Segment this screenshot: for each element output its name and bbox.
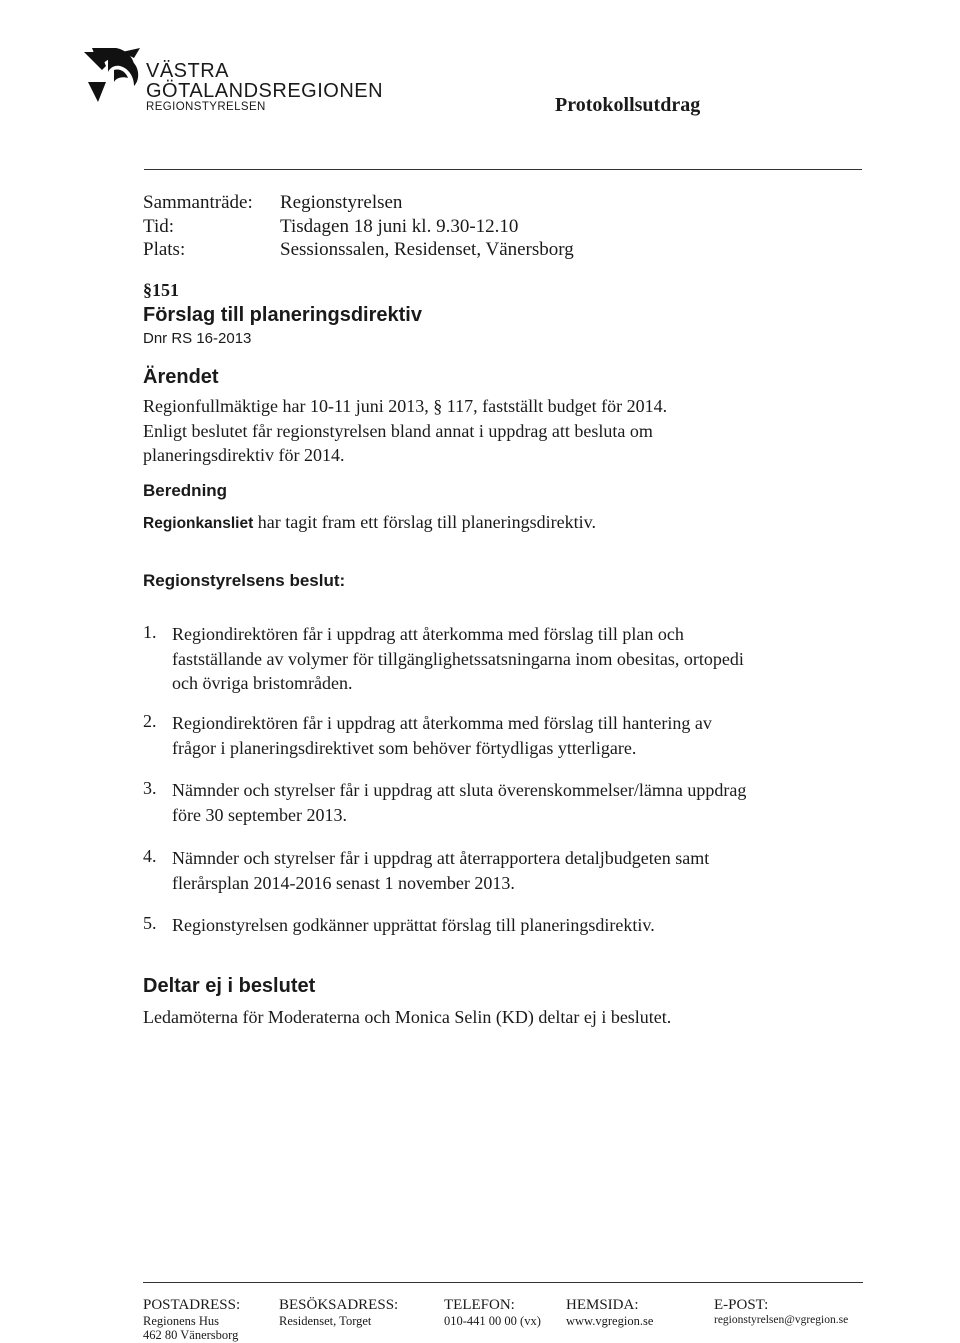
beredning-text	[143, 510, 763, 537]
arendet-line: Enligt beslutet får regionstyrelsen bland annat i uppdrag att besluta om	[143, 420, 653, 441]
document-type: Protokollsutdrag	[555, 94, 701, 116]
decision-text: Regionstyrelsen godkänner upprättat förslag till planeringsdirektiv.	[172, 915, 655, 935]
decision-number: 2.	[143, 711, 157, 731]
decision-number: 4.	[143, 846, 157, 866]
beredning-rest: har tagit fram ett förslag till planeringsdirektiv.	[253, 512, 596, 532]
vgr-logo-icon	[82, 46, 144, 102]
org-name-line3: REGIONSTYRELSEN	[146, 101, 266, 113]
section-heading-beslut: Regionstyrelsens beslut:	[143, 571, 346, 590]
footer-epost-label: E-POST:	[714, 1297, 769, 1313]
org-name-line1: VÄSTRA	[146, 60, 230, 82]
time-value: Tisdagen 18 juni kl. 9.30-12.10	[280, 216, 519, 237]
footer-postadress-label: POSTADRESS:	[143, 1297, 241, 1313]
footer-telefon-value: 010-441 00 00 (vx)	[444, 1314, 541, 1328]
meeting-value: Regionstyrelsen	[280, 192, 403, 213]
footer-hemsida-link[interactable]: www.vgregion.se	[566, 1314, 654, 1328]
header-divider	[144, 169, 862, 170]
footer-telefon-label: TELEFON:	[444, 1297, 515, 1313]
footer-besoksadress-label: BESÖKSADRESS:	[279, 1297, 399, 1313]
footer-postadress-line2: 462 80 Vänersborg	[143, 1328, 239, 1342]
decision-number: 1.	[143, 622, 157, 642]
beredning-subject: Regionkansliet	[143, 515, 254, 532]
diary-number: Dnr RS 16-2013	[143, 330, 252, 347]
arendet-text	[143, 394, 763, 468]
time-label: Tid:	[143, 216, 174, 237]
decision-text: Nämnder och styrelser får i uppdrag att sluta överenskommelser/lämna uppdrag före 30 september 2013.	[172, 780, 747, 825]
footer-postadress-line1: Regionens Hus	[143, 1314, 220, 1328]
decision-text: Nämnder och styrelser får i uppdrag att återrapportera detaljbudgeten samt flerårsplan 2014-2016 senast 1 november 2013.	[172, 848, 710, 893]
item-title: Förslag till planeringsdirektiv	[143, 304, 422, 326]
decision-number: 3.	[143, 778, 157, 798]
section-heading-beredning: Beredning	[143, 481, 228, 500]
section-heading-deltar-ej: Deltar ej i beslutet	[143, 975, 316, 997]
arendet-line: Regionfullmäktige har 10-11 juni 2013, § 117, fastställt budget för 2014.	[143, 396, 668, 416]
footer-divider	[143, 1282, 863, 1283]
footer-epost-link[interactable]: regionstyrelsen@vgregion.se	[714, 1314, 849, 1326]
footer-hemsida-label: HEMSIDA:	[566, 1297, 639, 1313]
arendet-line: planeringsdirektiv för 2014.	[143, 445, 345, 465]
decision-number: 5.	[143, 913, 157, 933]
footer-besoksadress-value: Residenset, Torget	[279, 1314, 372, 1328]
org-name-line2: GÖTALANDSREGIONEN	[146, 80, 384, 102]
deltar-ej-text: Ledamöterna för Moderaterna och Monica Selin (KD) deltar ej i beslutet.	[143, 1007, 672, 1027]
decision-text: Regiondirektören får i uppdrag att återkomma med förslag till plan och fastställande av volymer för tillgänglighetssatsningarna inom obesitas, ortopedi och övriga bristområden.	[172, 624, 744, 693]
section-heading-arendet: Ärendet	[143, 366, 219, 388]
place-label: Plats:	[143, 239, 186, 260]
paragraph-number: §151	[143, 280, 179, 300]
place-value: Sessionssalen, Residenset, Vänersborg	[280, 239, 574, 260]
decision-text: Regiondirektören får i uppdrag att återkomma med förslag till hantering av frågor i planeringsdirektivet som behöver förtydligas ytterligare.	[172, 713, 712, 758]
meeting-label: Sammanträde:	[143, 192, 253, 213]
